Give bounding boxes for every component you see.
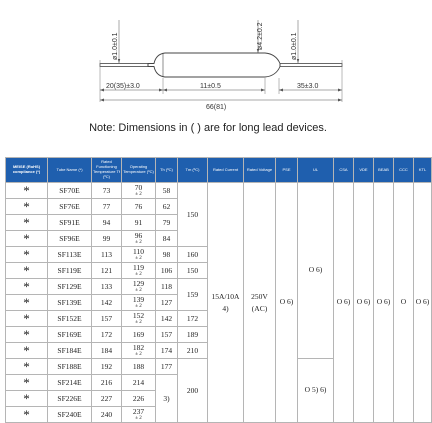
- ul-cell-bottom: O 5) 6): [298, 359, 334, 423]
- ccc-cell: O: [394, 183, 414, 423]
- rohs-star: *: [6, 199, 48, 215]
- header-row: [6, 158, 432, 183]
- right-lead-length: 35±3.0: [297, 83, 319, 90]
- specification-table: [5, 157, 432, 423]
- tm-cell: 200: [178, 359, 208, 423]
- right-lead: [280, 64, 342, 67]
- th-cell: 79: [156, 215, 178, 231]
- op-cell: [122, 295, 156, 311]
- op-value: 110: [133, 247, 144, 257]
- tf-cell: 121: [92, 263, 122, 279]
- tf-cell: 184: [92, 343, 122, 359]
- tf-cell: 172: [92, 327, 122, 343]
- op-cell: [122, 231, 156, 247]
- tf-cell: 133: [92, 279, 122, 295]
- tf-cell: 192: [92, 359, 122, 375]
- rohs-star: *: [6, 375, 48, 391]
- th-cell: 3): [156, 375, 178, 423]
- rohs-star: *: [6, 295, 48, 311]
- th-cell: 106: [156, 263, 178, 279]
- rohs-star: *: [6, 263, 48, 279]
- right-lead-diameter: ø1.0±0.1: [291, 32, 298, 60]
- op-cell: [122, 391, 156, 407]
- op-value: 214: [132, 377, 145, 387]
- op-value: 76: [134, 201, 143, 211]
- tf-cell: 240: [92, 407, 122, 423]
- type-cell: SF240E: [48, 407, 92, 423]
- header-csa: CSA: [334, 158, 354, 183]
- rohs-star: *: [6, 247, 48, 263]
- header-rated-temp: Rated Functioning Temperature Tf (ºC): [92, 158, 122, 183]
- th-cell: 174: [156, 343, 178, 359]
- tf-cell: 216: [92, 375, 122, 391]
- fuse-body: [148, 53, 280, 77]
- rohs-star: *: [6, 327, 48, 343]
- type-cell: SF169E: [48, 327, 92, 343]
- fuse-dimension-drawing: [0, 0, 416, 120]
- tf-cell: 99: [92, 231, 122, 247]
- table-row: [6, 183, 432, 199]
- op-value: 96: [134, 231, 143, 241]
- tm-cell: 189: [178, 327, 208, 343]
- rohs-star: *: [6, 343, 48, 359]
- op-value: 152: [132, 311, 145, 321]
- op-value: 188: [132, 361, 145, 371]
- op-tolerance: ± 2: [135, 303, 142, 309]
- op-cell: [122, 199, 156, 215]
- op-cell: [122, 359, 156, 375]
- header-current: Rated Current: [208, 158, 244, 183]
- op-value: 129: [132, 279, 145, 289]
- type-cell: SF113E: [48, 247, 92, 263]
- op-cell: [122, 247, 156, 263]
- vde-cell: O 6): [354, 183, 374, 423]
- type-cell: SF184E: [48, 343, 92, 359]
- op-tolerance: ± 2: [135, 239, 142, 245]
- tm-cell: 210: [178, 343, 208, 359]
- body-diameter: ø4.2±0.2: [257, 22, 264, 50]
- op-cell: [122, 263, 156, 279]
- left-lead: [100, 64, 148, 67]
- type-cell: SF139E: [48, 295, 92, 311]
- header-type: Tube Name (*): [48, 158, 92, 183]
- type-cell: SF226E: [48, 391, 92, 407]
- type-cell: SF129E: [48, 279, 92, 295]
- voltage-cell: 250V (AC): [244, 183, 276, 423]
- th-cell: 177: [156, 359, 178, 375]
- type-cell: SF214E: [48, 375, 92, 391]
- pse-cell: O 6): [276, 183, 298, 423]
- op-value: 139: [132, 295, 145, 305]
- tf-cell: 142: [92, 295, 122, 311]
- th-cell: 62: [156, 199, 178, 215]
- th-cell: 118: [156, 279, 178, 295]
- type-cell: SF70E: [48, 183, 92, 199]
- op-value: 70: [134, 183, 143, 193]
- total-length: 66(81): [206, 104, 227, 111]
- rohs-star: *: [6, 279, 48, 295]
- tf-cell: 77: [92, 199, 122, 215]
- type-cell: SF119E: [48, 263, 92, 279]
- op-value: 182: [132, 343, 145, 353]
- op-cell: [122, 375, 156, 391]
- op-tolerance: ± 2: [135, 351, 142, 357]
- beab-cell: O 6): [374, 183, 394, 423]
- op-cell: [122, 311, 156, 327]
- op-value: 226: [132, 393, 145, 403]
- header-op-temp: Operating Temperature (ºC): [122, 158, 156, 183]
- type-cell: SF152E: [48, 311, 92, 327]
- op-tolerance: ± 2: [135, 415, 142, 421]
- header-tm: Tm (ºC): [178, 158, 208, 183]
- th-cell: 142: [156, 311, 178, 327]
- op-cell: [122, 407, 156, 423]
- left-lead-length: 20(35)±3.0: [106, 83, 140, 90]
- csa-cell: O 6): [334, 183, 354, 423]
- tm-cell: 150: [178, 263, 208, 279]
- op-value: 91: [134, 217, 143, 227]
- header-th: Th (ºC): [156, 158, 178, 183]
- op-tolerance: ± 2: [135, 319, 142, 325]
- op-tolerance: ± 2: [135, 287, 142, 293]
- tf-cell: 157: [92, 311, 122, 327]
- op-tolerance: ± 2: [135, 255, 142, 261]
- op-value: 237: [132, 407, 145, 417]
- left-lead-diameter: ø1.0±0.1: [112, 32, 119, 60]
- body-length: 11±0.5: [200, 83, 221, 90]
- op-value: 169: [132, 329, 145, 339]
- op-tolerance: ± 2: [135, 191, 142, 197]
- ktl-cell: O 6): [414, 183, 432, 423]
- tf-cell: 73: [92, 183, 122, 199]
- header-voltage: Rated Voltage: [244, 158, 276, 183]
- tm-cell: 172: [178, 311, 208, 327]
- rohs-star: *: [6, 311, 48, 327]
- rohs-star: *: [6, 359, 48, 375]
- rohs-star: *: [6, 407, 48, 423]
- header-code: MEISE (RoHS) compliance (*): [6, 158, 48, 183]
- th-cell: 84: [156, 231, 178, 247]
- type-cell: SF188E: [48, 359, 92, 375]
- op-cell: [122, 343, 156, 359]
- op-cell: [122, 215, 156, 231]
- op-cell: [122, 183, 156, 199]
- th-cell: 98: [156, 247, 178, 263]
- header-ccc: CCC: [394, 158, 414, 183]
- th-cell: 58: [156, 183, 178, 199]
- rohs-star: *: [6, 391, 48, 407]
- th-cell: 157: [156, 327, 178, 343]
- op-tolerance: ± 2: [135, 271, 142, 277]
- header-pse: PSE: [276, 158, 298, 183]
- type-cell: SF96E: [48, 231, 92, 247]
- tm-cell: 159: [178, 279, 208, 311]
- type-cell: SF91E: [48, 215, 92, 231]
- header-ul: UL: [298, 158, 334, 183]
- op-cell: [122, 279, 156, 295]
- rohs-star: *: [6, 231, 48, 247]
- th-cell: 127: [156, 295, 178, 311]
- current-cell: 15A/10A 4): [208, 183, 244, 423]
- tf-cell: 113: [92, 247, 122, 263]
- op-cell: [122, 327, 156, 343]
- ul-cell-top: O 6): [298, 183, 334, 359]
- tm-cell: 150: [178, 183, 208, 247]
- op-value: 119: [133, 263, 144, 273]
- type-cell: SF76E: [48, 199, 92, 215]
- rohs-star: *: [6, 183, 48, 199]
- rohs-star: *: [6, 215, 48, 231]
- header-beab: BEAB: [374, 158, 394, 183]
- header-vde: VDE: [354, 158, 374, 183]
- tf-cell: 94: [92, 215, 122, 231]
- header-ktl: KTL: [414, 158, 432, 183]
- tm-cell: 160: [178, 247, 208, 263]
- dimension-note: Note: Dimensions in ( ) are for long lead devices.: [89, 122, 327, 134]
- tf-cell: 227: [92, 391, 122, 407]
